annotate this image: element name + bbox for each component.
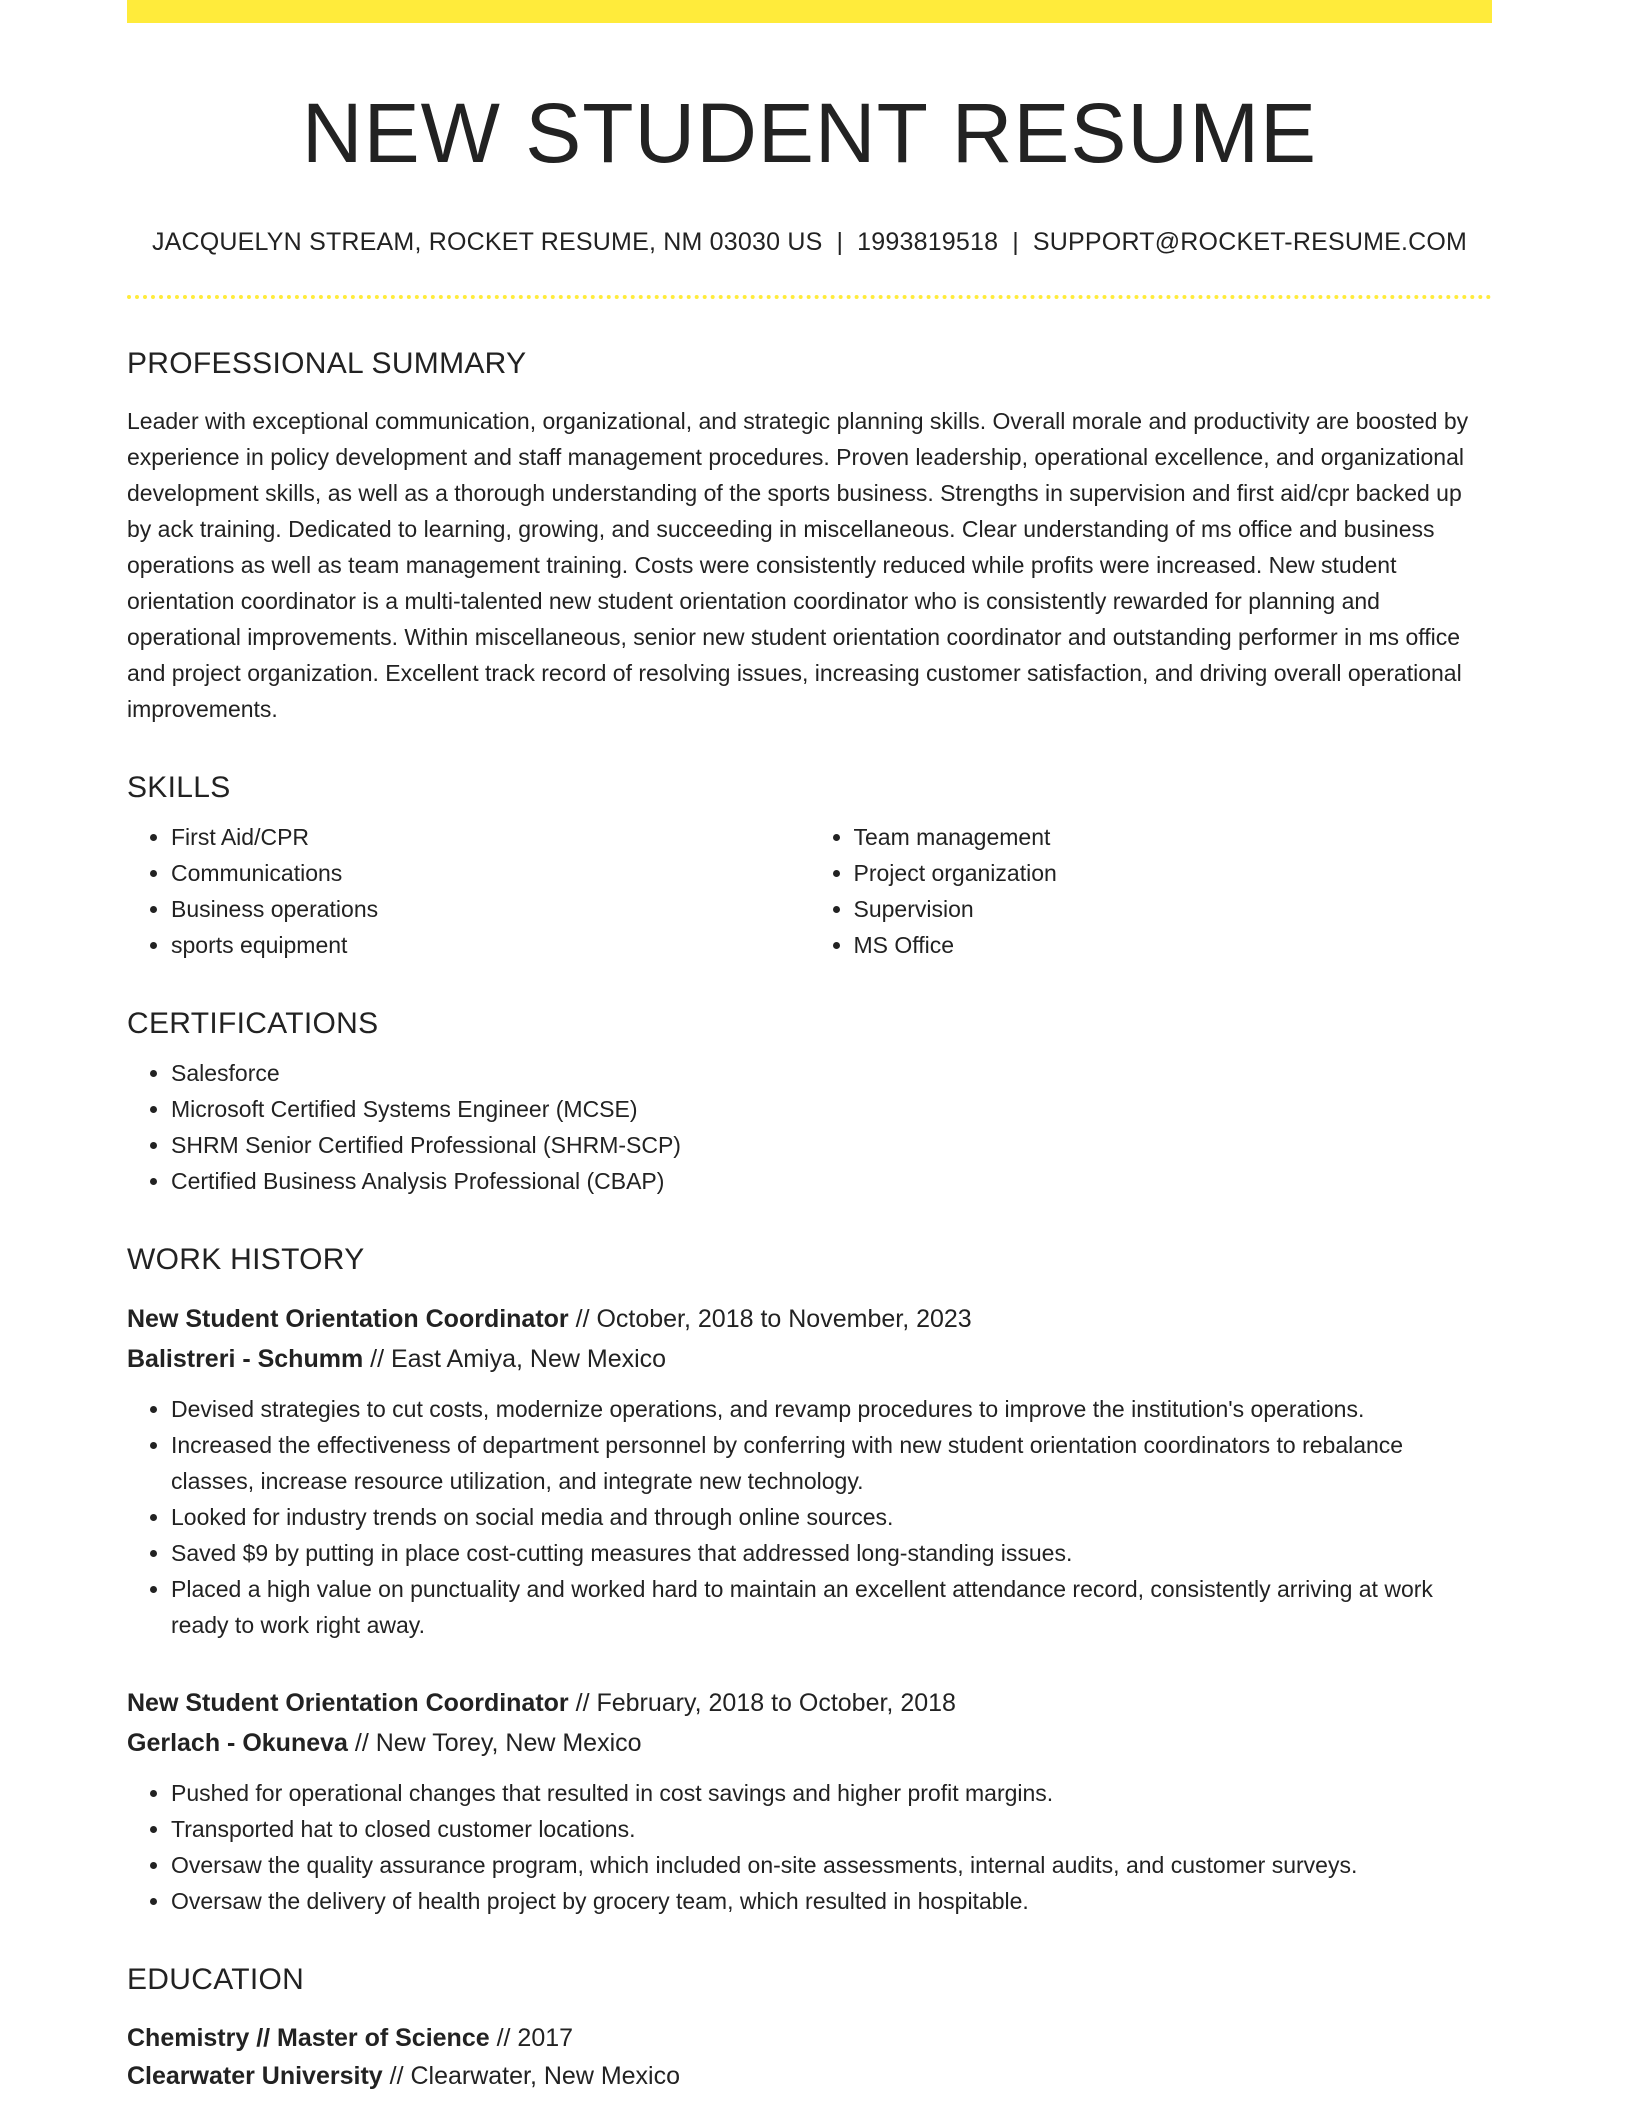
job-header [127, 1299, 1492, 1379]
job-header [127, 1683, 1492, 1763]
skill-item: • Business operations [171, 891, 810, 927]
certification-item: • Salesforce [171, 1055, 1492, 1091]
job-bullet: • Pushed for operational changes that resulted in cost savings and higher profit margins. [171, 1775, 1492, 1811]
contact-line [127, 228, 1492, 257]
education-heading: EDUCATION [127, 1962, 305, 1996]
job-bullet: • Devised strategies to cut costs, modernize operations, and revamp procedures to improve the institution's operations. [171, 1391, 1492, 1427]
job-bullet: • Placed a high value on punctuality and worked hard to maintain an excellent attendance record, consistently arriving at work ready to work right away. [171, 1571, 1492, 1643]
skill-item: • First Aid/CPR [171, 819, 810, 855]
job-location: // New Torey, New Mexico [347, 1728, 642, 1757]
certifications-heading: CERTIFICATIONS [127, 1006, 379, 1040]
job-dates: // February, 2018 to October, 2018 [568, 1688, 956, 1717]
job-company: Gerlach - Okuneva [127, 1728, 348, 1757]
education-entry [127, 2019, 1492, 2095]
job-bullet: • Oversaw the quality assurance program, which included on-site assessments, internal audits, and customer surveys. [171, 1847, 1492, 1883]
job-bullet: • Oversaw the delivery of health project by grocery team, which resulted in hospitable. [171, 1883, 1492, 1919]
resume-title: NEW STUDENT RESUME [301, 86, 1318, 180]
job-dates: // October, 2018 to November, 2023 [568, 1304, 972, 1333]
job-bullet: • Looked for industry trends on social media and through online sources. [171, 1499, 1492, 1535]
skill-item: • MS Office [854, 927, 1493, 963]
job-company: Balistreri - Schumm [127, 1344, 364, 1373]
resume-page [127, 0, 1492, 2095]
job-bullets [127, 1391, 1492, 1643]
certifications-list [127, 1055, 1492, 1199]
dotted-divider [127, 295, 1492, 299]
contact-address: JACQUELYN STREAM, ROCKET RESUME, NM 03030 US [151, 227, 823, 256]
contact-separator: | [1012, 227, 1019, 256]
job-entry [127, 1299, 1492, 1643]
summary-text: Leader with exceptional communication, organizational, and strategic planning skills. Overall morale and productivity are boosted by experience in policy development and staff management procedures. Proven leadership, operational excellence, and organizational development skills, as well as a thorough understanding of the sports business. Strengths in supervision and first aid/cpr backed up by ack training. Dedicated to learning, growing, and succeeding in miscellaneous. Clear understanding of ms office and business operations as well as team management training. Costs were consistently reduced while profits were increased. New student orientation coordinator is a multi-talented new student orientation coordinator who is consistently rewarded for planning and operational improvements. Within miscellaneous, senior new student orientation coordinator and outstanding performer in ms office and project organization. Excellent track record of resolving issues, increasing customer satisfaction, and driving overall operational improvements. [127, 407, 1469, 722]
job-bullets [127, 1775, 1492, 1919]
skills-list [127, 819, 1492, 963]
accent-top-bar [127, 0, 1492, 23]
certification-item: • Microsoft Certified Systems Engineer (MCSE) [171, 1091, 1492, 1127]
certification-item: • SHRM Senior Certified Professional (SHRM-SCP) [171, 1127, 1492, 1163]
summary-heading: PROFESSIONAL SUMMARY [127, 346, 527, 380]
skills-column-left [127, 819, 810, 963]
job-bullet: • Transported hat to closed customer locations. [171, 1811, 1492, 1847]
work-history-heading: WORK HISTORY [127, 1242, 365, 1276]
education-year: // 2017 [489, 2023, 574, 2052]
contact-phone: 1993819518 [857, 227, 999, 256]
job-entry [127, 1683, 1492, 1919]
job-bullet: • Increased the effectiveness of department personnel by conferring with new student orientation coordinators to rebalance classes, increase resource utilization, and integrate new technology. [171, 1427, 1492, 1499]
contact-email: SUPPORT@ROCKET-RESUME.COM [1032, 227, 1468, 256]
skills-column-right [810, 819, 1493, 963]
education-degree: Chemistry // Master of Science [127, 2023, 490, 2052]
education-location: // Clearwater, New Mexico [382, 2061, 681, 2090]
skills-heading: SKILLS [127, 770, 231, 804]
skill-item: • Supervision [854, 891, 1493, 927]
skill-item: • sports equipment [171, 927, 810, 963]
job-title: New Student Orientation Coordinator [127, 1304, 569, 1333]
certification-item: • Certified Business Analysis Professional (CBAP) [171, 1163, 1492, 1199]
skill-item: • Project organization [854, 855, 1493, 891]
skill-item: • Communications [171, 855, 810, 891]
education-school: Clearwater University [127, 2061, 383, 2090]
job-title: New Student Orientation Coordinator [127, 1688, 569, 1717]
job-location: // East Amiya, New Mexico [363, 1344, 667, 1373]
contact-separator: | [836, 227, 844, 256]
job-bullet: • Saved $9 by putting in place cost-cutting measures that addressed long-standing issues. [171, 1535, 1492, 1571]
skill-item: • Team management [854, 819, 1493, 855]
